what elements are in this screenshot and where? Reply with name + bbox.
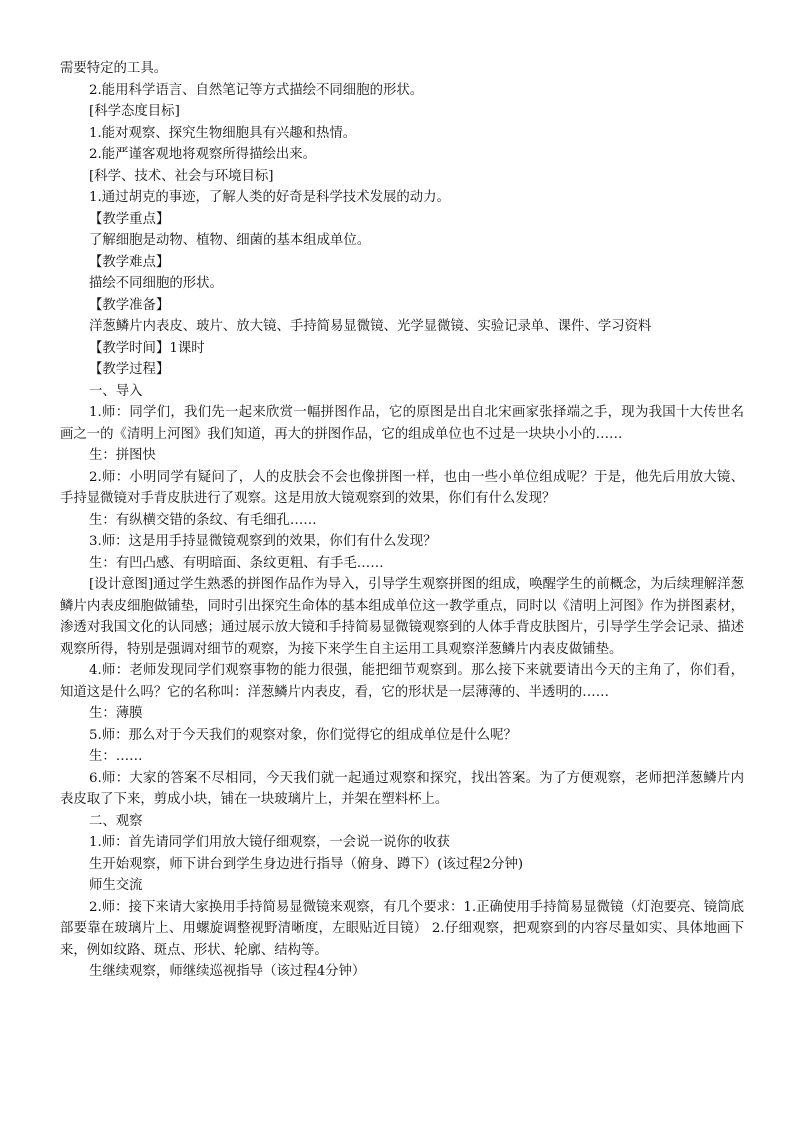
section-heading-key-points: 【教学重点】 xyxy=(89,211,170,227)
paragraph-6: 1.通过胡克的事迹，了解人类的好奇是科学技术发展的动力。 xyxy=(89,190,450,205)
paragraph-27: 6.师：大家的答案不尽相同，今天我们就一起通过观察和探究，找出答案。为了方便观察，老师把洋葱鳞片内表皮取了下来，剪成小块，铺在一块玻璃片上，并架在塑料杯上。 xyxy=(60,770,744,807)
section-heading-introduction: 一、导入 xyxy=(89,383,143,399)
paragraph-10: 描绘不同细胞的形状。 xyxy=(89,276,223,291)
paragraph-8: 了解细胞是动物、植物、细菌的基本组成单位。 xyxy=(89,233,371,248)
paragraph-30: 生开始观察，师下讲台到学生身边进行指导（俯身、蹲下）(该过程2分钟) xyxy=(89,856,524,872)
section-heading-science-attitude: [科学态度目标] xyxy=(89,104,180,119)
paragraph-25: 5.师：那么对于今天我们的观察对象，你们觉得它的组成单位是什么呢？ xyxy=(89,727,517,743)
paragraph-21: 生：有凹凸感、有明暗面、条纹更粗、有手毛…… xyxy=(89,555,384,571)
paragraph-4: 2.能严谨客观地将观察所得描绘出来。 xyxy=(89,147,317,162)
paragraph-20: 3.师：这是用手持显微镜观察到的效果，你们有什么发现？ xyxy=(89,534,437,549)
paragraph-12: 洋葱鳞片内表皮、玻片、放大镜、手持简易显微镜、光学显微镜、实验记录单、课件、学习资料 xyxy=(89,319,652,334)
paragraph-32: 2.师：接下来请大家换用手持简易显微镜来观察，有几个要求：1.正确使用手持简易显微镜（灯泡要亮、镜筒底部要靠在玻璃片上、用螺旋调整视野清晰度，左眼贴近目镜） 2.仔细观察，把观察到的内容尽量如实、具体地画下来，例如纹路、斑点、形状、轮廓、结构等。 xyxy=(60,899,744,958)
section-heading-stse: [科学、技术、社会与环境目标] xyxy=(89,168,274,184)
section-heading-difficulties: 【教学难点】 xyxy=(89,254,170,270)
paragraph-18: 2.师：小明同学有疑问了，人的皮肤会不会也像拼图一样，也由一些小单位组成呢？于是，他先后用放大镜、手持显微镜对手背皮肤进行了观察。这是用放大镜观察到的效果，你们有什么发现？ xyxy=(60,469,744,506)
section-heading-preparation: 【教学准备】 xyxy=(89,297,170,313)
paragraph-26: 生：…… xyxy=(89,749,143,764)
paragraph-31: 师生交流 xyxy=(89,878,143,893)
paragraph-33: 生继续观察，师继续巡视指导（该过程4分钟） xyxy=(89,964,366,979)
paragraph-3: 1.能对观察、探究生物细胞具有兴趣和热情。 xyxy=(89,125,357,141)
section-heading-observation: 二、观察 xyxy=(89,813,143,829)
paragraph-29: 1.师：首先请同学们用放大镜仔细观察，一会说一说你的收获 xyxy=(89,835,450,850)
section-heading-teaching-process: 【教学过程】 xyxy=(89,362,170,377)
paragraph-24: 生：薄膜 xyxy=(89,706,143,721)
paragraph-19: 生：有纵横交错的条纹、有毛细孔…… xyxy=(89,512,317,528)
section-heading-teaching-time: 【教学时间】1课时 xyxy=(89,340,205,356)
paragraph-1: 2.能用科学语言、自然笔记等方式描绘不同细胞的形状。 xyxy=(89,82,424,98)
document-body xyxy=(60,58,744,983)
paragraph-design-intent: [设计意图]通过学生熟悉的拼图作品作为导入，引导学生观察拼图的组成，唤醒学生的前概念，为后续理解洋葱鳞片内表皮细胞做铺垫，同时引出探究生命体的基本组成单位这一教学重点，同时以《清明上河图》作为拼图素材，渗透对我国文化的认同感；通过展示放大镜和手持简易显微镜观察到的人体手背皮肤图片，引导学生学会记录、描述观察所得，特别是强调对细节的观察，为接下来学生自主运用工具观察洋葱鳞片内表皮做铺垫。 xyxy=(60,577,744,657)
paragraph-23: 4.师：老师发现同学们观察事物的能力很强，能把细节观察到。那么接下来就要请出今天的主角了，你们看，知道这是什么吗？它的名称叫：洋葱鳞片内表皮，看，它的形状是一层薄薄的、半透明的…… xyxy=(60,663,744,700)
paragraph-17: 生：拼图快 xyxy=(89,448,156,463)
paragraph-0: 需要特定的工具。 xyxy=(60,61,168,76)
paragraph-16: 1.师：同学们，我们先一起来欣赏一幅拼图作品，它的原图是出自北宋画家张择端之手，现为我国十大传世名画之一的《清明上河图》我们知道，再大的拼图作品，它的组成单位也不过是一块块小小的…… xyxy=(60,405,744,442)
